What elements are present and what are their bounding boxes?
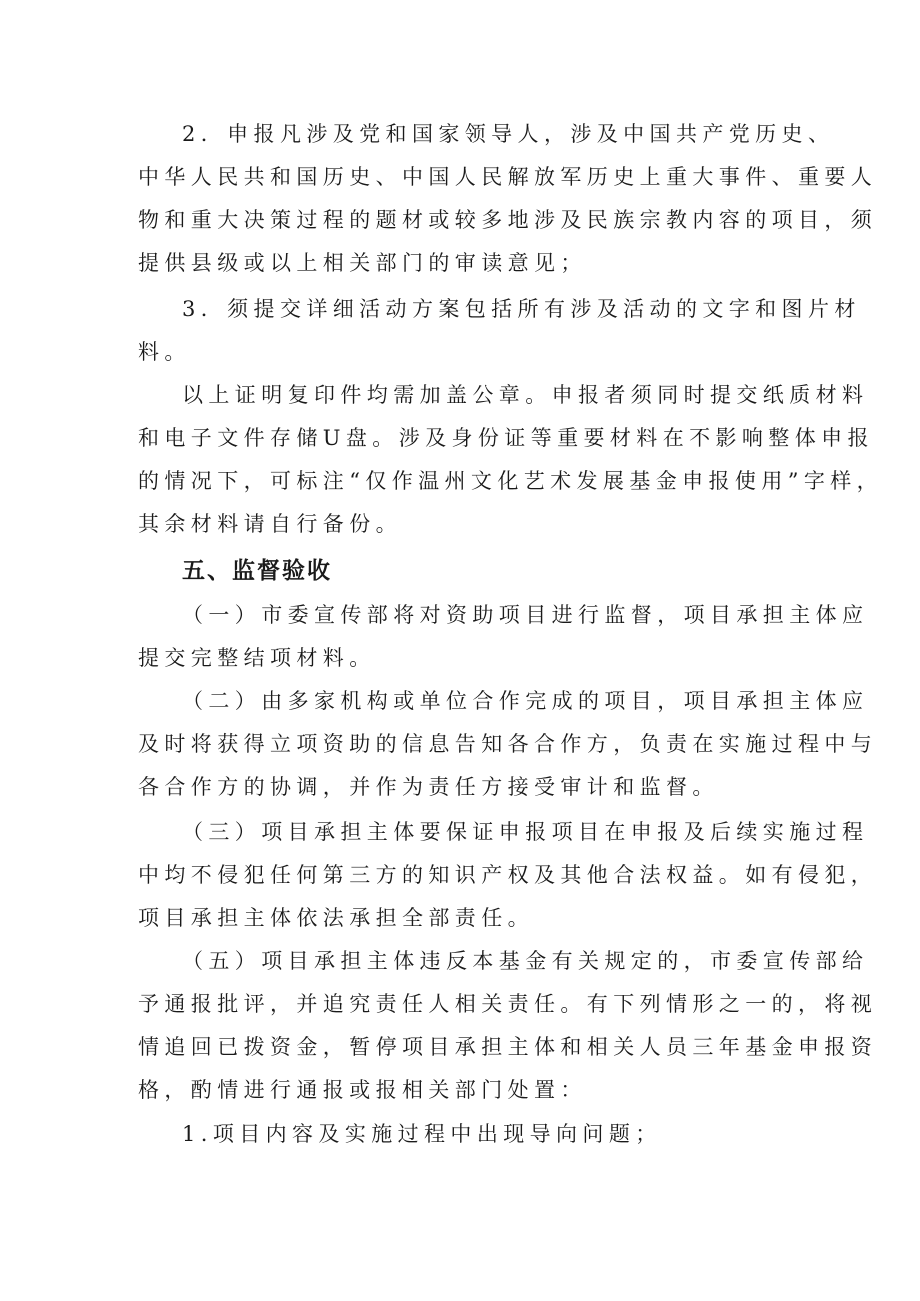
item-2-line-1: （二）由多家机构或单位合作完成的项目，项目承担主体应	[182, 689, 869, 713]
section-2-line-1: 2．申报凡涉及党和国家领导人，涉及中国共产党历史、	[182, 122, 835, 146]
item-5-line-4: 格，酌情进行通报或报相关部门处置：	[138, 1078, 587, 1102]
item-3-line-1: （三）项目承担主体要保证申报项目在申报及后续实施过程	[182, 820, 869, 844]
section-3-line-2: 料。	[138, 340, 191, 364]
item-2-line-2: 及时将获得立项资助的信息告知各合作方，负责在实施过程中与	[138, 732, 878, 756]
list-item-1: 1.项目内容及实施过程中出现导向问题；	[182, 1122, 662, 1146]
item-3-line-3: 项目承担主体依法承担全部责任。	[138, 906, 534, 930]
section-2-line-4: 提供县级或以上相关部门的审读意见；	[138, 251, 587, 275]
note-line-3: 的情况下，可标注“仅作温州文化艺术发展基金申报使用”字样，	[138, 469, 884, 493]
section-2-line-2: 中华人民共和国历史、中国人民解放军历史上重大事件、重要人	[138, 165, 878, 189]
note-line-1: 以上证明复印件均需加盖公章。申报者须同时提交纸质材料	[182, 383, 869, 407]
note-line-2: 和电子文件存储U盘。涉及身份证等重要材料在不影响整体申报	[138, 426, 874, 450]
item-3-line-2: 中均不侵犯任何第三方的知识产权及其他合法权益。如有侵犯，	[138, 863, 878, 887]
section-3-line-1: 3．须提交详细活动方案包括所有涉及活动的文字和图片材	[182, 297, 861, 321]
item-5-line-1: （五）项目承担主体违反本基金有关规定的，市委宣传部给	[182, 949, 869, 973]
note-line-4: 其余材料请自行备份。	[138, 512, 402, 536]
section-2-line-3: 物和重大决策过程的题材或较多地涉及民族宗教内容的项目，须	[138, 208, 878, 232]
item-2-line-3: 各合作方的协调，并作为责任方接受审计和监督。	[138, 775, 719, 799]
item-1-line-1: （一）市委宣传部将对资助项目进行监督，项目承担主体应	[182, 603, 869, 627]
section-heading-supervision: 五、监督验收	[182, 558, 332, 584]
item-5-line-2: 予通报批评，并追究责任人相关责任。有下列情形之一的，将视	[138, 992, 878, 1016]
item-1-line-2: 提交完整结项材料。	[138, 646, 376, 670]
item-5-line-3: 情追回已拨资金，暂停项目承担主体和相关人员三年基金申报资	[138, 1035, 878, 1059]
